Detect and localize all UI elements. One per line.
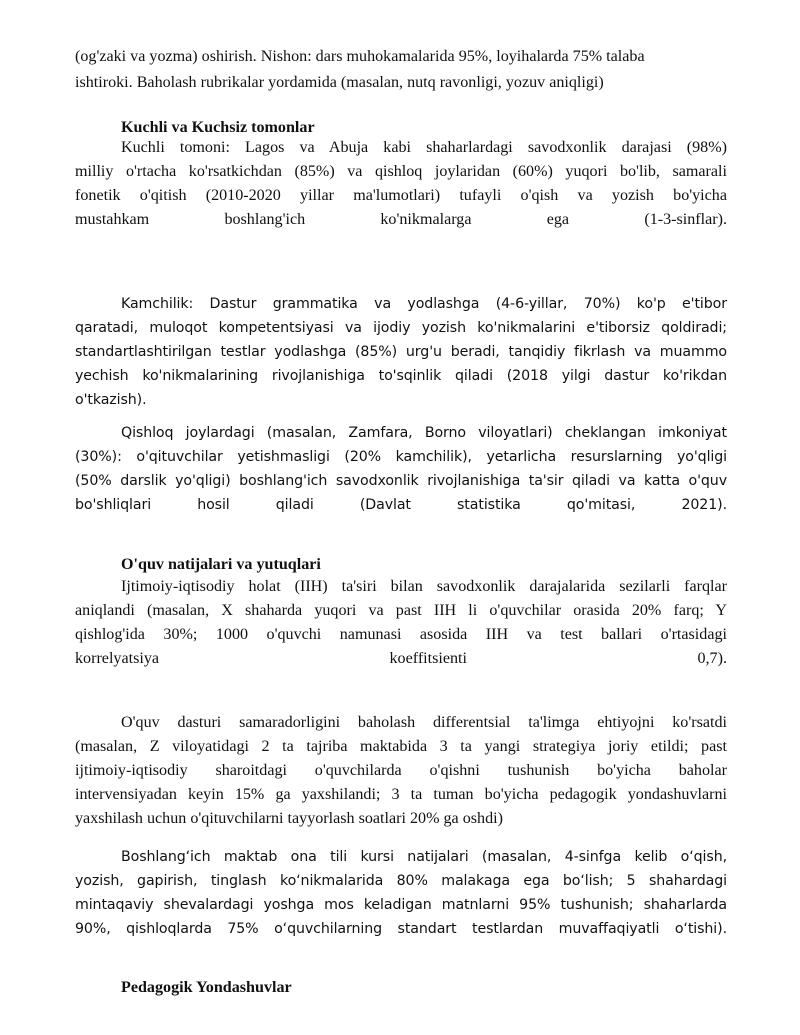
primary-line-3: mintaqaviy shevalardagi yoshga mos keladigan matnlarni 95% tushunish; shaharlarda: [75, 897, 727, 913]
outcomes-line-4: korrelyatsiya koeffitsienti 0,7).: [75, 650, 727, 667]
weakness-line-4: yechish ko'nikmalarining rivojlanishiga to'sqinlik qiladi (2018 yilgi dastur ko'rikdan: [75, 368, 727, 384]
weakness-line-2: qaratadi, muloqot kompetentsiyasi va ijodiy yozish ko'nikmalarini e'tiborsiz qoldiradi;: [75, 320, 727, 336]
rural-line-1: Qishloq joylardagi (masalan, Zamfara, Borno viloyatlari) cheklangan imkoniyat: [121, 425, 727, 441]
strengths-line-1: Kuchli tomoni: Lagos va Abuja kabi shaharlardagi savodxonlik darajasi (98%): [121, 139, 727, 156]
outcomes-line-2: aniqlandi (masalan, X shaharda yuqori va past IIH li o'quvchilar orasida 20% farq; Y: [75, 602, 727, 619]
primary-line-1: Boshlang‘ich maktab ona tili kursi natijalari (masalan, 4-sinfga kelib o‘qish,: [121, 849, 727, 865]
pedagogy-heading: Pedagogik Yondashuvlar: [121, 979, 292, 996]
effectiveness-line-3: ijtimoiy-iqtisodiy sharoitdagi o'quvchilarda o'qishni tushunish bo'yicha baholar: [75, 762, 727, 779]
weakness-line-3: standartlashtirilgan testlar yodlashga (85%) urg'u beradi, tanqidiy fikrlash va muammo: [75, 344, 727, 360]
strengths-line-2: milliy o'rtacha ko'rsatkichdan (85%) va qishloq joylaridan (60%) yuqori bo'lib, samarali: [75, 163, 727, 180]
strengths-line-3: fonetik o'qitish (2010-2020 yillar ma'lumotlari) tufayli o'qish va yozish bo'yicha: [75, 187, 727, 204]
weakness-line-1: Kamchilik: Dastur grammatika va yodlashga (4-6-yillar, 70%) ko'p e'tibor: [121, 296, 727, 312]
intro-line-2: ishtiroki. Baholash rubrikalar yordamida (masalan, nutq ravonligi, yozuv aniqligi): [75, 74, 604, 91]
strengths-line-4: mustahkam boshlang'ich ko'nikmalarga ega (1-3-sinflar).: [75, 211, 727, 228]
primary-line-2: yozish, gapirish, tinglash ko‘nikmalarida 80% malakaga ega bo‘lish; 5 shahardagi: [75, 873, 727, 889]
intro-line-1: (og'zaki va yozma) oshirish. Nishon: dars muhokamalarida 95%, loyihalarda 75% talaba: [75, 48, 645, 65]
rural-line-4: bo'shliqlari hosil qiladi (Davlat statistika qo'mitasi, 2021).: [75, 497, 727, 513]
effectiveness-line-4: intervensiyadan keyin 15% ga yaxshilandi; 3 ta tuman bo'yicha pedagogik yondashuvlarni: [75, 786, 727, 803]
rural-line-3: (50% darslik yo'qligi) boshlang'ich savodxonlik rivojlanishiga ta'sir qiladi va katta o'quv: [75, 473, 727, 489]
effectiveness-line-5: yaxshilash uchun o'qituvchilarni tayyorlash soatlari 20% ga oshdi): [75, 810, 503, 827]
weakness-line-5: o'tkazish).: [75, 392, 147, 408]
rural-line-2: (30%): o'qituvchilar yetishmasligi (20% kamchilik), yetarlicha resurslarning yo'qligi: [75, 449, 727, 465]
effectiveness-line-2: (masalan, Z viloyatidagi 2 ta tajriba maktabida 3 ta yangi strategiya joriy etildi; past: [75, 738, 727, 755]
outcomes-heading: O'quv natijalari va yutuqlari: [121, 556, 321, 573]
effectiveness-line-1: O'quv dasturi samaradorligini baholash differentsial ta'limga ehtiyojni ko'rsatdi: [121, 714, 727, 731]
outcomes-line-3: qishlog'ida 30%; 1000 o'quvchi namunasi asosida IIH va test ballari o'rtasidagi: [75, 626, 727, 643]
outcomes-line-1: Ijtimoiy-iqtisodiy holat (IIH) ta'siri bilan savodxonlik darajalarida sezilarli farqlar: [121, 578, 727, 595]
primary-line-4: 90%, qishloqlarda 75% o‘quvchilarning standart testlardan muvaffaqiyatli o‘tishi).: [75, 921, 727, 937]
strengths-heading: Kuchli va Kuchsiz tomonlar: [121, 119, 315, 136]
